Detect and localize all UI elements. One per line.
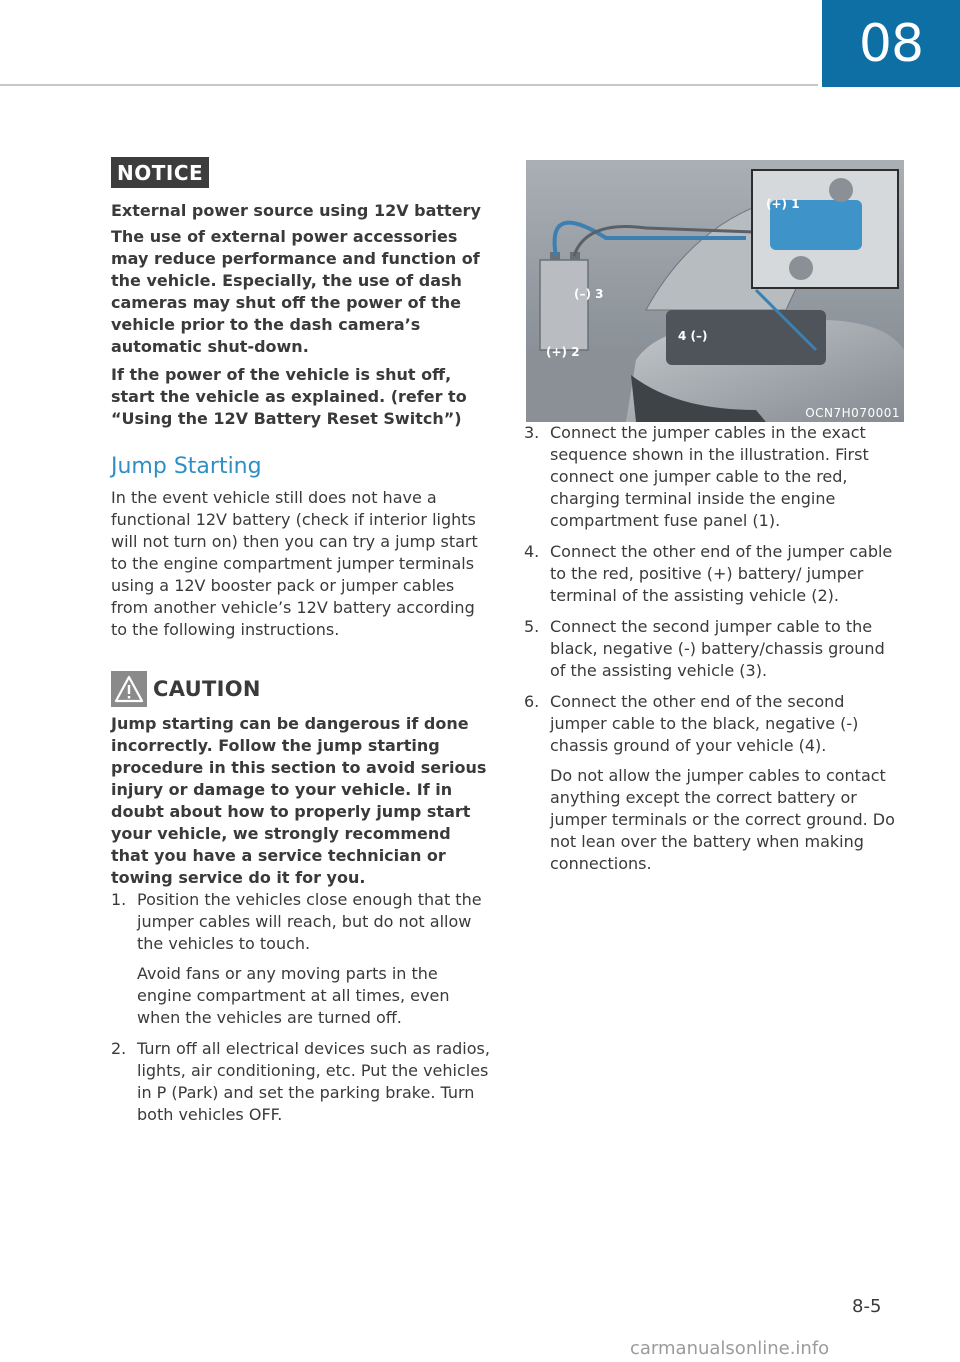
- step-number: 1.: [111, 890, 127, 909]
- notice-title: External power source using 12V battery: [111, 201, 481, 220]
- step-text: Turn off all electrical devices such as radios, lights, air conditioning, etc. Put the vehicles in P (Park) and set the parking brake. Turn both vehicles OFF.: [137, 1039, 490, 1124]
- chapter-number: 08: [858, 13, 924, 74]
- header-rule: [0, 84, 818, 86]
- callout-3: (–) 3: [574, 287, 604, 301]
- step-text: Connect the other end of the second jumper cable to the black, negative (-) chassis ground of your vehicle (4).: [550, 692, 859, 755]
- right-column: [524, 160, 904, 884]
- step-number: 4.: [524, 542, 540, 561]
- step-5: [524, 616, 904, 682]
- steps-list-right: [524, 422, 904, 875]
- callout-2: (+) 2: [546, 345, 580, 359]
- step-4: [524, 541, 904, 607]
- caution-text: Jump starting can be dangerous if done incorrectly. Follow the jump starting procedure in this section to avoid serious injury or damage to your vehicle. If in doubt about how to properly jump start your vehicle, we strongly recommend that you have a service technician or towing service do it for you.: [111, 714, 487, 887]
- step-number: 2.: [111, 1039, 127, 1058]
- notice-badge: NOTICE: [111, 157, 209, 188]
- step-2: [111, 1038, 491, 1126]
- callout-1: (+) 1: [766, 197, 800, 211]
- jump-start-diagram: [526, 160, 904, 422]
- step-note: Avoid fans or any moving parts in the engine compartment at all times, even when the vehicles are turned off.: [137, 964, 450, 1027]
- figure-code: OCN7H070001: [805, 406, 900, 420]
- left-column: [111, 157, 491, 1135]
- caution-header: [111, 671, 491, 707]
- section-intro: In the event vehicle still does not have a functional 12V battery (check if interior lights will not turn on) then you can try a jump start to the engine compartment jumper terminals using a 12V booster pack or jumper cables from another vehicle’s 12V battery according to the following instructions.: [111, 488, 478, 639]
- page-number: 8-5: [852, 1296, 882, 1317]
- watermark: carmanualsonline.info: [630, 1338, 830, 1359]
- step-number: 6.: [524, 692, 540, 711]
- step-1: [111, 889, 491, 1029]
- callout-4: 4 (–): [678, 329, 708, 343]
- chapter-tab: [822, 0, 960, 87]
- step-text: Connect the second jumper cable to the black, negative (-) battery/chassis ground of the assisting vehicle (3).: [550, 617, 885, 680]
- step-text: Connect the jumper cables in the exact sequence shown in the illustration. First connect one jumper cable to the red, charging terminal inside the engine compartment fuse panel (1).: [550, 423, 869, 530]
- step-text: Connect the other end of the jumper cable to the red, positive (+) battery/ jumper terminal of the assisting vehicle (2).: [550, 542, 893, 605]
- warning-triangle-icon: [111, 671, 147, 707]
- step-number: 5.: [524, 617, 540, 636]
- notice-paragraph-1: The use of external power accessories may reduce performance and function of the vehicle. Especially, the use of dash cameras may shut off the power of the vehicle prior to the dash camera’s automatic shut-down.: [111, 227, 480, 356]
- step-number: 3.: [524, 423, 540, 442]
- step-text: Position the vehicles close enough that the jumper cables will reach, but do not allow the vehicles to touch.: [137, 890, 482, 953]
- step-3: [524, 422, 904, 532]
- caution-label: CAUTION: [153, 677, 261, 701]
- jump-start-illustration: [526, 160, 904, 422]
- step-note: Do not allow the jumper cables to contact anything except the correct battery or jumper terminals or the correct ground. Do not lean over the battery when making connections.: [550, 766, 895, 873]
- section-heading: Jump Starting: [111, 454, 262, 479]
- step-6: [524, 691, 904, 875]
- steps-list-left: [111, 889, 491, 1126]
- notice-paragraph-2: If the power of the vehicle is shut off, start the vehicle as explained. (refer to “Using the 12V Battery Reset Switch”): [111, 365, 467, 428]
